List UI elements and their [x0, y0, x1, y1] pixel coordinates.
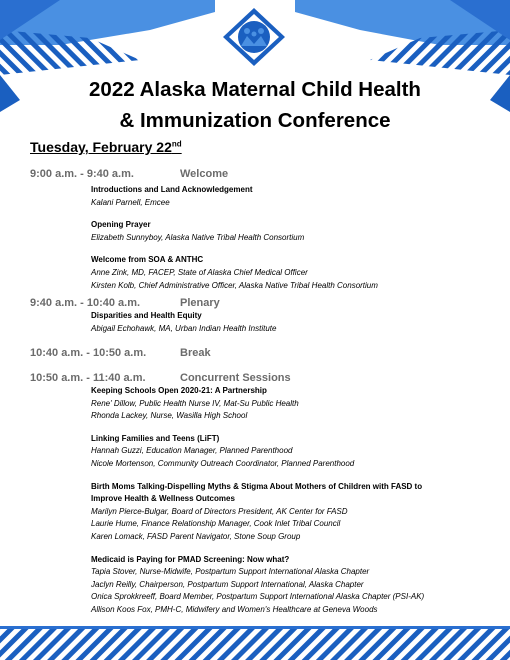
speaker: Onica Sprokkreeff, Board Member, Postpartum Support International Alaska Chapter (PSI-AK)	[91, 592, 425, 602]
speaker: Elizabeth Sunnyboy, Alaska Native Tribal Health Consortium	[91, 232, 305, 242]
conference-title-line2: & Immunization Conference	[119, 109, 391, 132]
speaker: Rene' Dillow, Public Health Nurse IV, Mat-Su Public Health	[91, 398, 299, 408]
speaker: Tapia Stover, Nurse-Midwife, Postpartum Support International Alaska Chapter	[91, 567, 370, 577]
speaker: Abigail Echohawk, MA, Urban Indian Health Institute	[91, 323, 277, 333]
speaker: Kalani Parnell, Emcee	[91, 197, 170, 207]
item-title: Introductions and Land Acknowledgement	[91, 185, 253, 194]
speaker: Jaclyn Reilly, Chairperson, Postpartum Support International, Alaska Chapter	[91, 579, 364, 589]
speaker: Hannah Guzzi, Education Manager, Planned Parenthood	[91, 446, 293, 456]
speaker: Rhonda Lackey, Nurse, Wasilla High School	[91, 411, 248, 421]
session-type: Plenary	[180, 297, 220, 309]
item-title: Birth Moms Talking-Dispelling Myths & Stigma About Mothers of Children with FASD to	[91, 481, 423, 491]
item-title: Medicaid is Paying for PMAD Screening: Now what?	[91, 554, 290, 564]
day-heading: Tuesday, February 22nd	[30, 139, 182, 155]
speaker: Kirsten Kolb, Chief Administrative Officer, Alaska Native Tribal Health Consortium	[91, 280, 378, 290]
session-time: 9:40 a.m. - 10:40 a.m.	[30, 297, 141, 309]
speaker: Allison Koos Fox, PMH-C, Midwifery and Women's Healthcare at Geneva Woods	[91, 605, 378, 614]
speaker: Anne Zink, MD, FACEP, State of Alaska Chief Medical Officer	[91, 268, 308, 277]
session-time: 10:40 a.m. - 10:50 a.m.	[30, 347, 147, 359]
item-title: Disparities and Health Equity	[91, 311, 202, 320]
item-title: Welcome from SOA & ANTHC	[91, 255, 204, 265]
speaker: Nicole Mortenson, Community Outreach Coordinator, Planned Parenthood	[91, 459, 355, 468]
session-type: Welcome	[180, 168, 229, 180]
session-type: Break	[180, 347, 211, 359]
speaker: Laurie Hume, Finance Relationship Manager, Cook Inlet Tribal Council	[91, 519, 341, 529]
speaker: Marilyn Pierce-Bulgar, Board of Directors President, AK Center for FASD	[91, 506, 348, 516]
session-time: 9:00 a.m. - 9:40 a.m.	[30, 168, 134, 180]
session-time: 10:50 a.m. - 11:40 a.m.	[30, 372, 146, 384]
item-title: Improve Health & Wellness Outcomes	[91, 494, 235, 504]
conference-title-line1: 2022 Alaska Maternal Child Health	[89, 78, 421, 101]
item-title: Opening Prayer	[91, 220, 151, 230]
item-title: Keeping Schools Open 2020-21: A Partnership	[91, 386, 267, 395]
item-title: Linking Families and Teens (LiFT)	[91, 433, 220, 443]
speaker: Karen Lomack, FASD Parent Navigator, Stone Soup Group	[91, 532, 301, 541]
conference-logo	[219, 6, 289, 68]
session-type: Concurrent Sessions	[180, 372, 291, 384]
